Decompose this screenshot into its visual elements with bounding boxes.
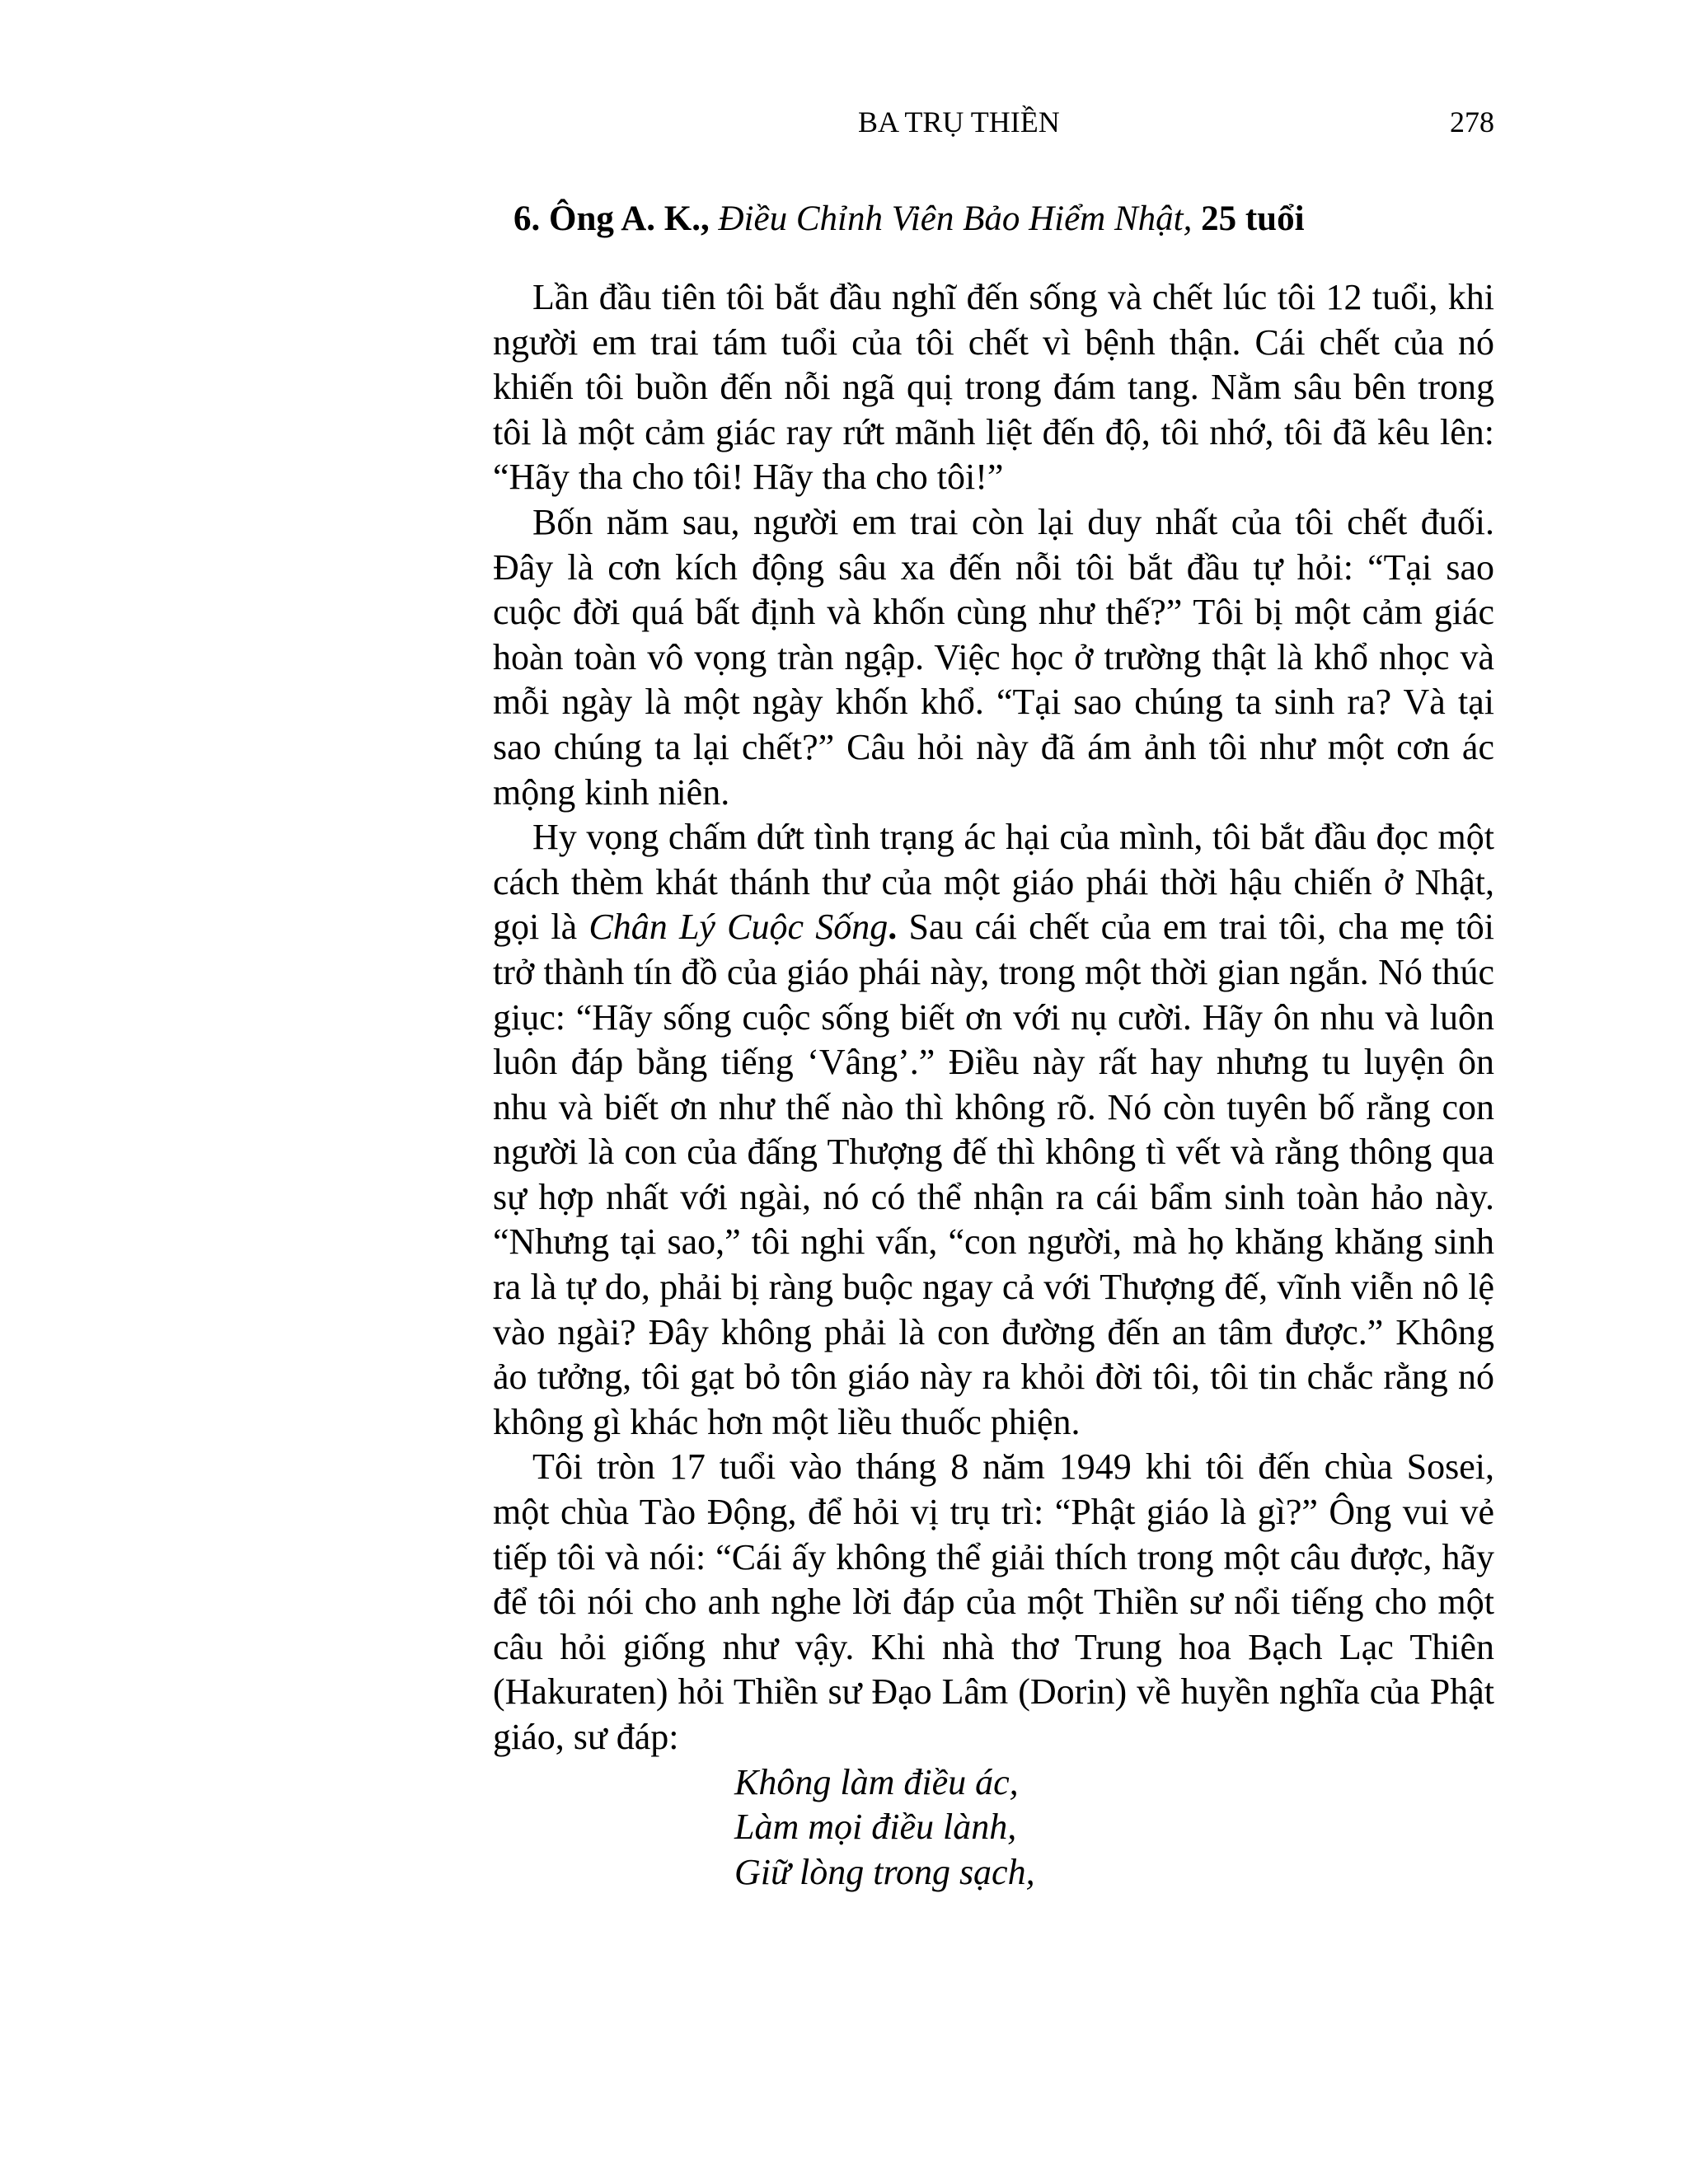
body-text bbox=[493, 275, 1494, 1895]
running-header bbox=[493, 97, 1494, 147]
paragraph-3-period: . bbox=[888, 907, 898, 948]
poem-line: Làm mọi điều lành, bbox=[734, 1807, 1017, 1848]
section-heading bbox=[513, 194, 1305, 244]
poem-line: Giữ lòng trong sạch, bbox=[734, 1851, 1035, 1892]
paragraph-4: Tôi tròn 17 tuổi vào tháng 8 năm 1949 khi tôi đến chùa Sosei, một chùa Tào Động, để hỏi vị trụ trì: “Phật giáo là gì?” Ông vui vẻ tiếp tôi và nói: “Cái ấy không thể giải thích trong một câu được, hãy để tôi nói cho anh nghe lời đáp của một Thiền sư nổi tiếng cho một câu hỏi giống như vậy. Khi nhà thơ Trung hoa Bạch Lạc Thiên (Hakuraten) hỏi Thiền sư Đạo Lâm (Dorin) về huyền nghĩa của Phật giáo, sư đáp: bbox=[493, 1446, 1494, 1757]
page-number: 278 bbox=[1450, 105, 1494, 138]
paragraph-3 bbox=[493, 815, 1494, 1445]
paragraph-3-rest: Sau cái chết của em trai tôi, cha mẹ tôi trở thành tín đồ của giáo phái này, trong một thời gian ngắn. Nó thúc giục: “Hãy sống cuộc sống biết ơn với nụ cười. Hãy ôn nhu và luôn luôn đáp bằng tiếng ‘Vâng’.” Điều này rất hay nhưng tu luyện ôn nhu và biết ơn như thế nào thì không rõ. Nó còn tuyên bố rằng con người là con của đấng Thượng đế thì không tì vết và rằng thông qua sự hợp nhất với ngài, nó có thể nhận ra cái bẩm sinh toàn hảo này. “Nhưng tại sao,” tôi nghi vấn, “con người, mà họ khăng khăng sinh ra là tự do, phải bị ràng buộc ngay cả với Thượng đế, vĩnh viễn nô lệ vào ngài? Đây không phải là con đường đến an tâm được.” Không ảo tưởng, tôi gạt bỏ tôn giáo này ra khỏi đời tôi, tôi tin chắc rằng nó không gì khác hơn một liều thuốc phiện. bbox=[493, 907, 1494, 1442]
section-heading-occupation: Điều Chỉnh Viên Bảo Hiểm Nhật, bbox=[718, 199, 1193, 238]
paragraph-3-intro: Hy vọng chấm dứt tình trạng ác hại của mình, tôi bắt đầu đọc một cách thèm khát thánh thư của một giáo phái thời hậu chiến ở Nhật, gọi là bbox=[493, 817, 1494, 948]
section-heading-name: 6. Ông A. K., bbox=[513, 199, 710, 238]
section-heading-age: 25 tuổi bbox=[1201, 199, 1305, 238]
poem-line: Không làm điều ác, bbox=[734, 1761, 1019, 1802]
running-header-title: BA TRỤ THIỀN bbox=[858, 105, 1060, 138]
paragraph-2: Bốn năm sau, người em trai còn lại duy nhất của tôi chết đuối. Đây là cơn kích động sâu xa đến nỗi tôi bắt đầu tự hỏi: “Tại sao cuộc đời quá bất định và khốn cùng như thế?” Tôi bị một cảm giác hoàn toàn vô vọng tràn ngập. Việc học ở trường thật là khổ nhọc và mỗi ngày là một ngày khốn khổ. “Tại sao chúng ta sinh ra? Và tại sao chúng ta lại chết?” Câu hỏi này đã ám ảnh tôi như một cơn ác mộng kinh niên. bbox=[493, 501, 1494, 813]
paragraph-1: Lần đầu tiên tôi bắt đầu nghĩ đến sống và chết lúc tôi 12 tuổi, khi người em trai tám tuổi của tôi chết vì bệnh thận. Cái chết của nó khiến tôi buồn đến nỗi ngã quị trong đám tang. Nằm sâu bên trong tôi là một cảm giác ray rứt mãnh liệt đến độ, tôi nhớ, tôi đã kêu lên: “Hãy tha cho tôi! Hãy tha cho tôi!” bbox=[493, 277, 1494, 498]
paragraph-3-book-title: Chân Lý Cuộc Sống bbox=[588, 907, 889, 948]
poem bbox=[734, 1760, 1494, 1896]
